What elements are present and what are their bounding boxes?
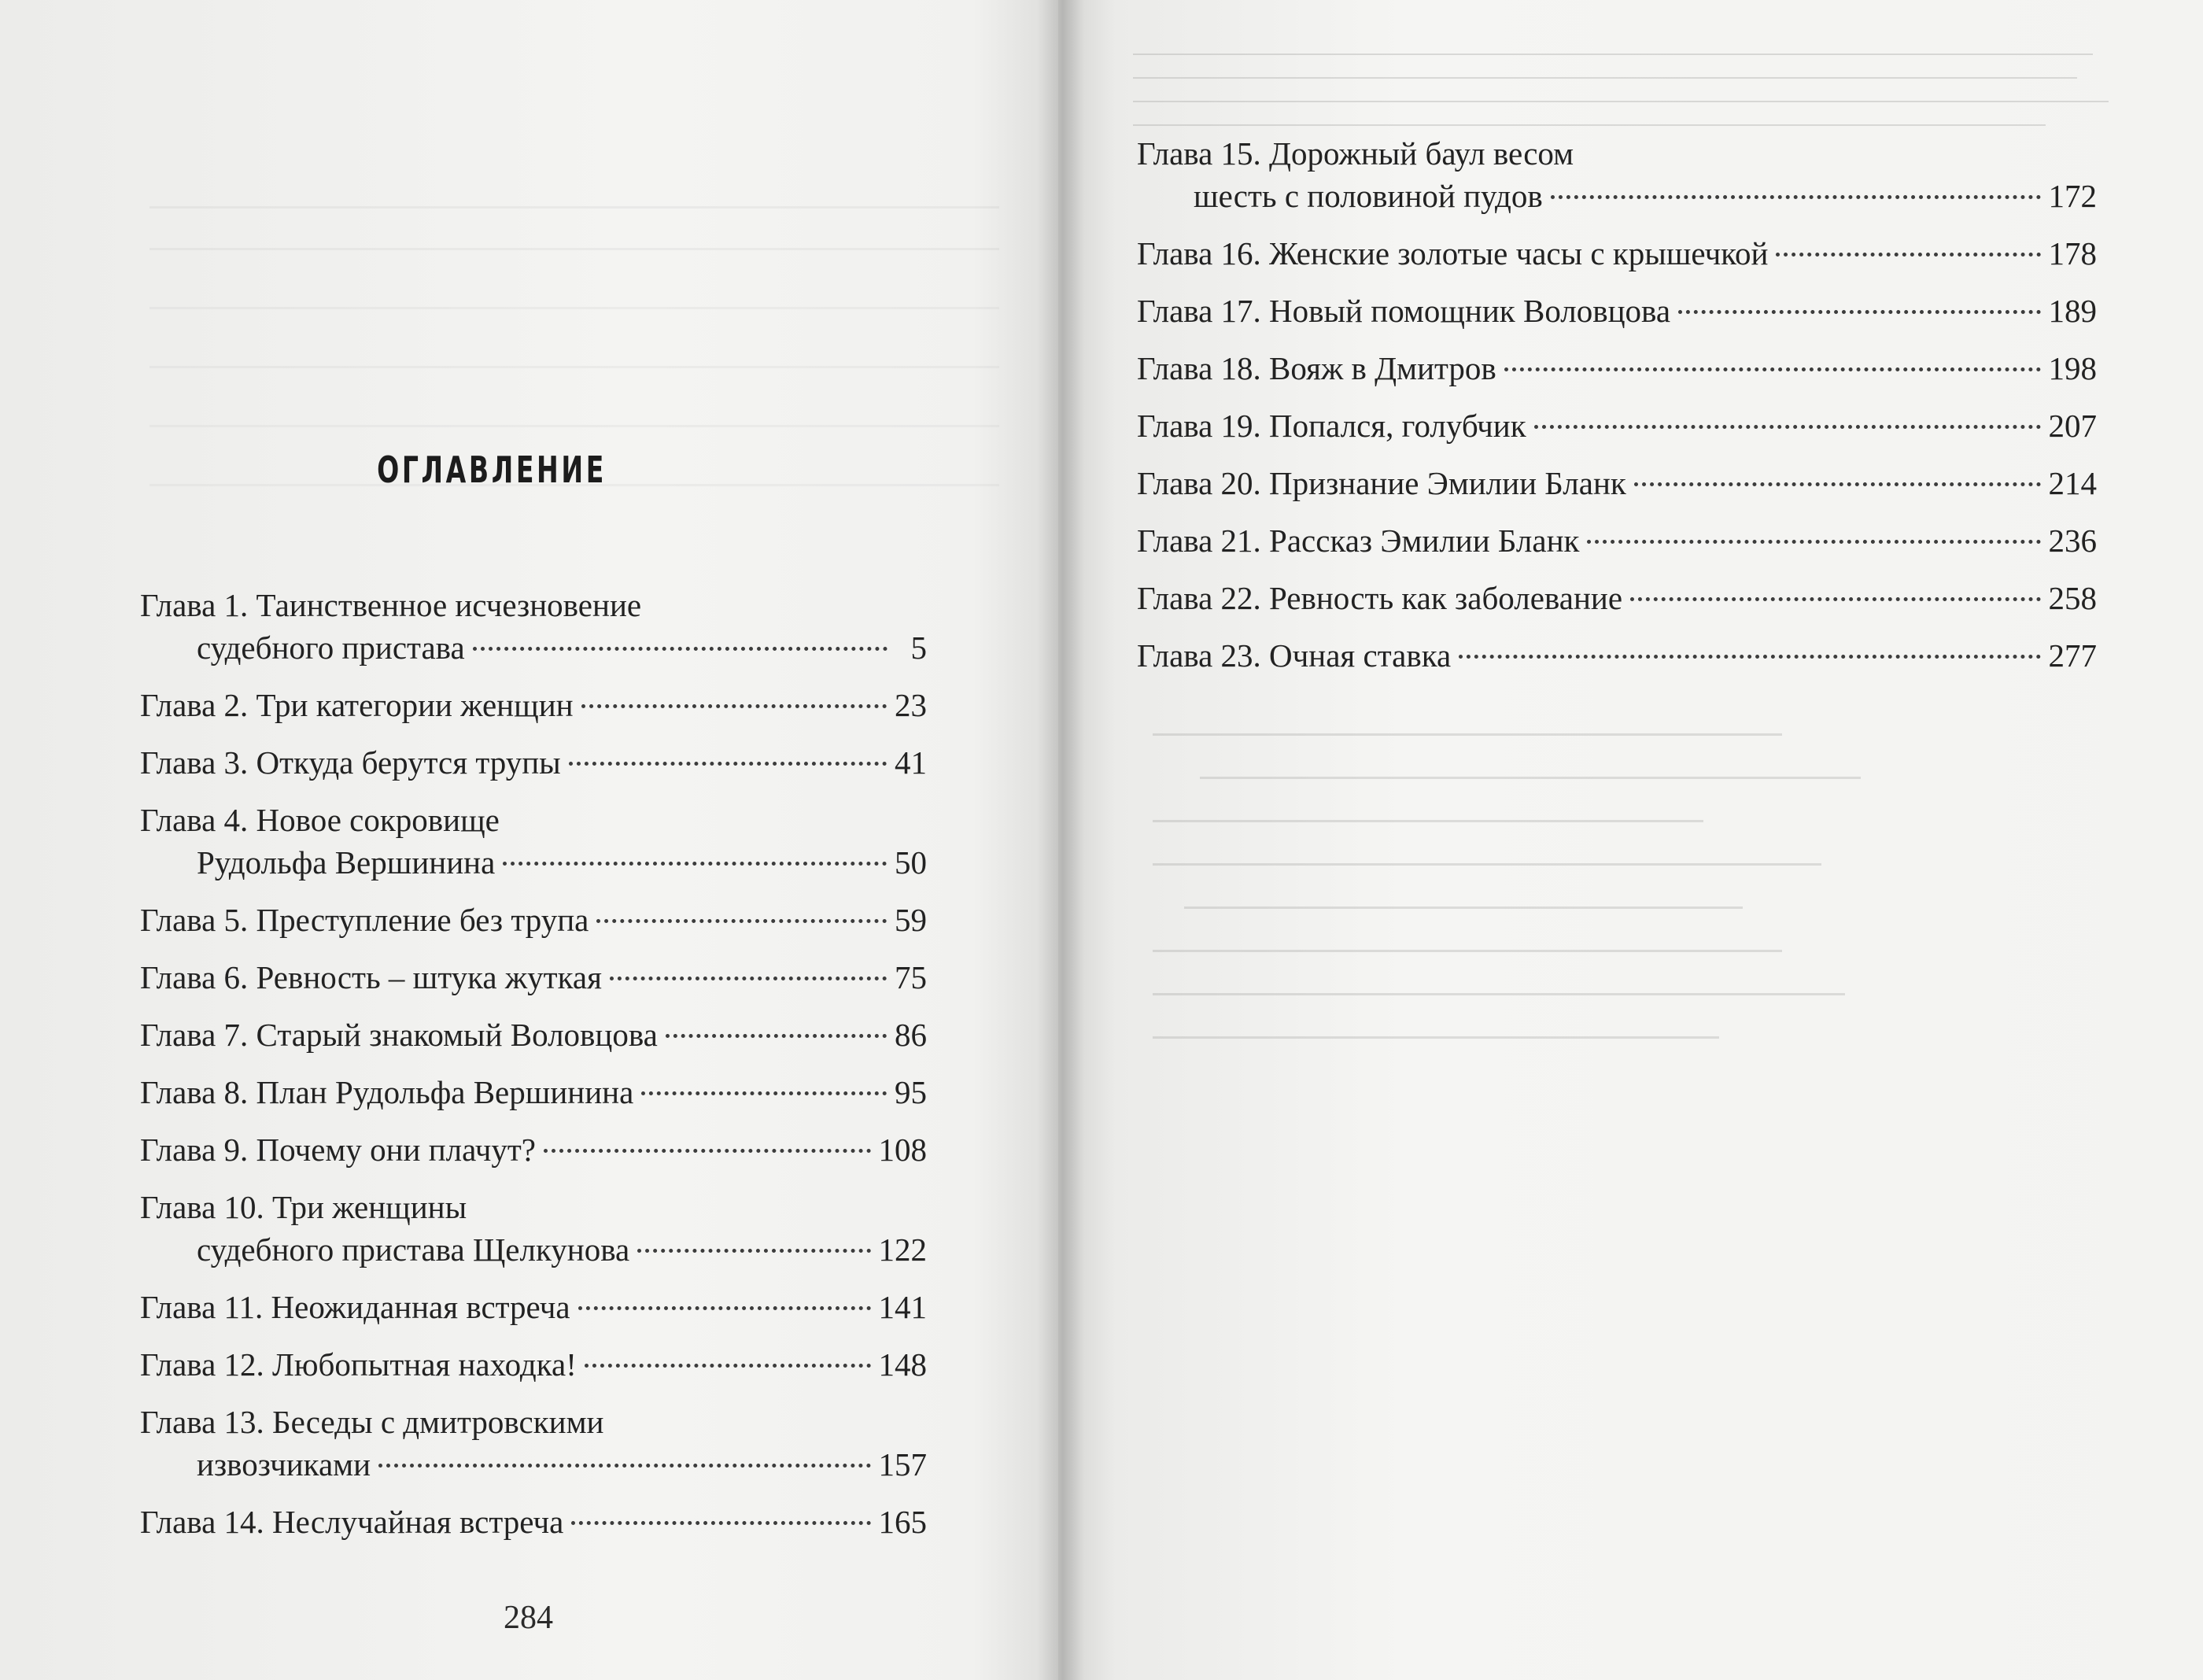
toc-entry[interactable] bbox=[1137, 634, 2097, 677]
toc-entry-page: 258 bbox=[2048, 580, 2097, 616]
toc-entry-title: Глава 18. Вояж в Дмитров bbox=[1137, 350, 1496, 386]
toc-entry[interactable] bbox=[1137, 577, 2097, 619]
toc-entry-title: Глава 1. Таинственное исчезновение bbox=[140, 587, 642, 623]
toc-entry-page: 157 bbox=[878, 1446, 927, 1482]
toc-entry[interactable] bbox=[1137, 232, 2097, 275]
toc-entry-title: Глава 20. Признание Эмилии Бланк bbox=[1137, 465, 1626, 501]
toc-entry-title: Глава 11. Неожиданная встреча bbox=[140, 1289, 570, 1325]
dot-leader bbox=[1459, 655, 2040, 659]
toc-entry[interactable] bbox=[140, 1014, 927, 1056]
toc-entry-title: Глава 14. Неслучайная встреча bbox=[140, 1504, 564, 1540]
bleed-through-text bbox=[1153, 692, 2018, 1597]
dot-leader bbox=[585, 1364, 871, 1368]
toc-entry[interactable] bbox=[140, 1071, 927, 1113]
dot-leader bbox=[378, 1464, 870, 1468]
dot-leader bbox=[569, 762, 887, 766]
toc-entry[interactable] bbox=[1137, 462, 2097, 504]
toc-entry-page: 172 bbox=[2048, 178, 2097, 214]
toc-entry-page: 178 bbox=[2048, 235, 2097, 271]
dot-leader bbox=[666, 1034, 887, 1038]
book-gutter bbox=[1037, 0, 1084, 1680]
toc-entry-page: 198 bbox=[2048, 350, 2097, 386]
toc-list-right bbox=[1137, 132, 2097, 692]
dot-leader bbox=[641, 1091, 887, 1095]
toc-entry-page: 59 bbox=[895, 902, 927, 938]
dot-leader bbox=[473, 647, 887, 651]
toc-entry[interactable] bbox=[140, 684, 927, 726]
toc-entry-page: 122 bbox=[878, 1231, 927, 1268]
toc-entry-page: 148 bbox=[878, 1346, 927, 1383]
toc-entry[interactable] bbox=[140, 1186, 927, 1271]
dot-leader bbox=[578, 1306, 871, 1310]
toc-entry-page: 141 bbox=[878, 1289, 927, 1325]
toc-entry-page: 165 bbox=[878, 1504, 927, 1540]
toc-entry-title-cont: судебного пристава bbox=[197, 630, 465, 666]
dot-leader bbox=[503, 862, 887, 866]
toc-entry[interactable] bbox=[140, 799, 927, 884]
toc-entry[interactable] bbox=[140, 1343, 927, 1386]
toc-entry-page: 95 bbox=[895, 1074, 927, 1110]
dot-leader bbox=[1534, 425, 2041, 429]
dot-leader bbox=[637, 1249, 870, 1253]
toc-entry-title: Глава 21. Рассказ Эмилии Бланк bbox=[1137, 522, 1580, 559]
toc-entry-title: Глава 2. Три категории женщин bbox=[140, 687, 574, 723]
toc-entry-title: Глава 22. Ревность как заболевание bbox=[1137, 580, 1623, 616]
toc-entry-page: 189 bbox=[2048, 293, 2097, 329]
dot-leader bbox=[544, 1149, 871, 1153]
toc-entry-page: 108 bbox=[878, 1132, 927, 1168]
toc-entry-page: 75 bbox=[895, 959, 927, 995]
toc-entry[interactable] bbox=[1137, 519, 2097, 562]
toc-entry-title: Глава 9. Почему они плачут? bbox=[140, 1132, 536, 1168]
toc-entry-page: 5 bbox=[910, 630, 927, 666]
toc-entry[interactable] bbox=[140, 899, 927, 941]
toc-entry-title: Глава 7. Старый знакомый Воловцова bbox=[140, 1017, 658, 1053]
toc-entry-title: Глава 15. Дорожный баул весом bbox=[1137, 135, 1574, 172]
toc-entry[interactable] bbox=[1137, 404, 2097, 447]
toc-entry[interactable] bbox=[140, 1401, 927, 1486]
toc-entry-title: Глава 3. Откуда берутся трупы bbox=[140, 744, 561, 781]
toc-entry-title: Глава 13. Беседы с дмитровскими bbox=[140, 1404, 604, 1440]
toc-entry-title-cont: судебного пристава Щелкунова bbox=[197, 1231, 630, 1268]
toc-entry[interactable] bbox=[140, 956, 927, 999]
toc-entry-title: Глава 17. Новый помощник Воловцова bbox=[1137, 293, 1671, 329]
toc-entry-page: 214 bbox=[2048, 465, 2097, 501]
toc-entry-page: 50 bbox=[895, 844, 927, 881]
toc-entry[interactable] bbox=[140, 1128, 927, 1171]
toc-entry[interactable] bbox=[140, 1501, 927, 1543]
dot-leader bbox=[1551, 195, 2041, 199]
dot-leader bbox=[596, 919, 887, 923]
toc-entry-title: Глава 16. Женские золотые часы с крышечкой bbox=[1137, 235, 1769, 271]
toc-entry-title: Глава 5. Преступление без трупа bbox=[140, 902, 589, 938]
dot-leader bbox=[1504, 367, 2041, 371]
toc-list-left bbox=[140, 584, 927, 1558]
dot-leader bbox=[1678, 310, 2040, 314]
toc-entry-title-cont: Рудольфа Вершинина bbox=[197, 844, 496, 881]
dot-leader bbox=[1630, 597, 2040, 601]
toc-entry[interactable] bbox=[140, 1286, 927, 1328]
toc-entry-title: Глава 4. Новое сокровище bbox=[140, 802, 500, 838]
toc-entry-page: 23 bbox=[895, 687, 927, 723]
dot-leader bbox=[581, 704, 887, 708]
bleed-through-text bbox=[149, 150, 999, 590]
toc-entry-page: 207 bbox=[2048, 408, 2097, 444]
toc-entry[interactable] bbox=[1137, 290, 2097, 332]
toc-entry[interactable] bbox=[1137, 132, 2097, 217]
page-number: 284 bbox=[504, 1600, 553, 1636]
toc-entry[interactable] bbox=[140, 584, 927, 669]
dot-leader bbox=[1634, 482, 2041, 486]
dot-leader bbox=[1776, 253, 2040, 257]
toc-entry[interactable] bbox=[140, 741, 927, 784]
toc-entry-title: Глава 10. Три женщины bbox=[140, 1189, 467, 1225]
toc-entry-title-cont: извозчиками bbox=[197, 1446, 371, 1482]
toc-entry-title: Глава 8. План Рудольфа Вершинина bbox=[140, 1074, 634, 1110]
toc-entry-page: 41 bbox=[895, 744, 927, 781]
dot-leader bbox=[1587, 540, 2040, 544]
toc-entry-page: 86 bbox=[895, 1017, 927, 1053]
left-page bbox=[0, 0, 1058, 1680]
toc-entry[interactable] bbox=[1137, 347, 2097, 390]
toc-entry-title-cont: шесть с половиной пудов bbox=[1194, 178, 1543, 214]
toc-entry-page: 277 bbox=[2048, 637, 2097, 674]
toc-entry-title: Глава 6. Ревность – штука жуткая bbox=[140, 959, 602, 995]
toc-entry-title: Глава 12. Любопытная находка! bbox=[140, 1346, 577, 1383]
right-page bbox=[1058, 0, 2203, 1680]
toc-entry-title: Глава 23. Очная ставка bbox=[1137, 637, 1452, 674]
dot-leader bbox=[610, 977, 887, 980]
toc-entry-page: 236 bbox=[2048, 522, 2097, 559]
dot-leader bbox=[571, 1521, 870, 1525]
toc-entry-title: Глава 19. Попался, голубчик bbox=[1137, 408, 1526, 444]
toc-heading: ОГЛАВЛЕНИЕ bbox=[377, 449, 607, 491]
